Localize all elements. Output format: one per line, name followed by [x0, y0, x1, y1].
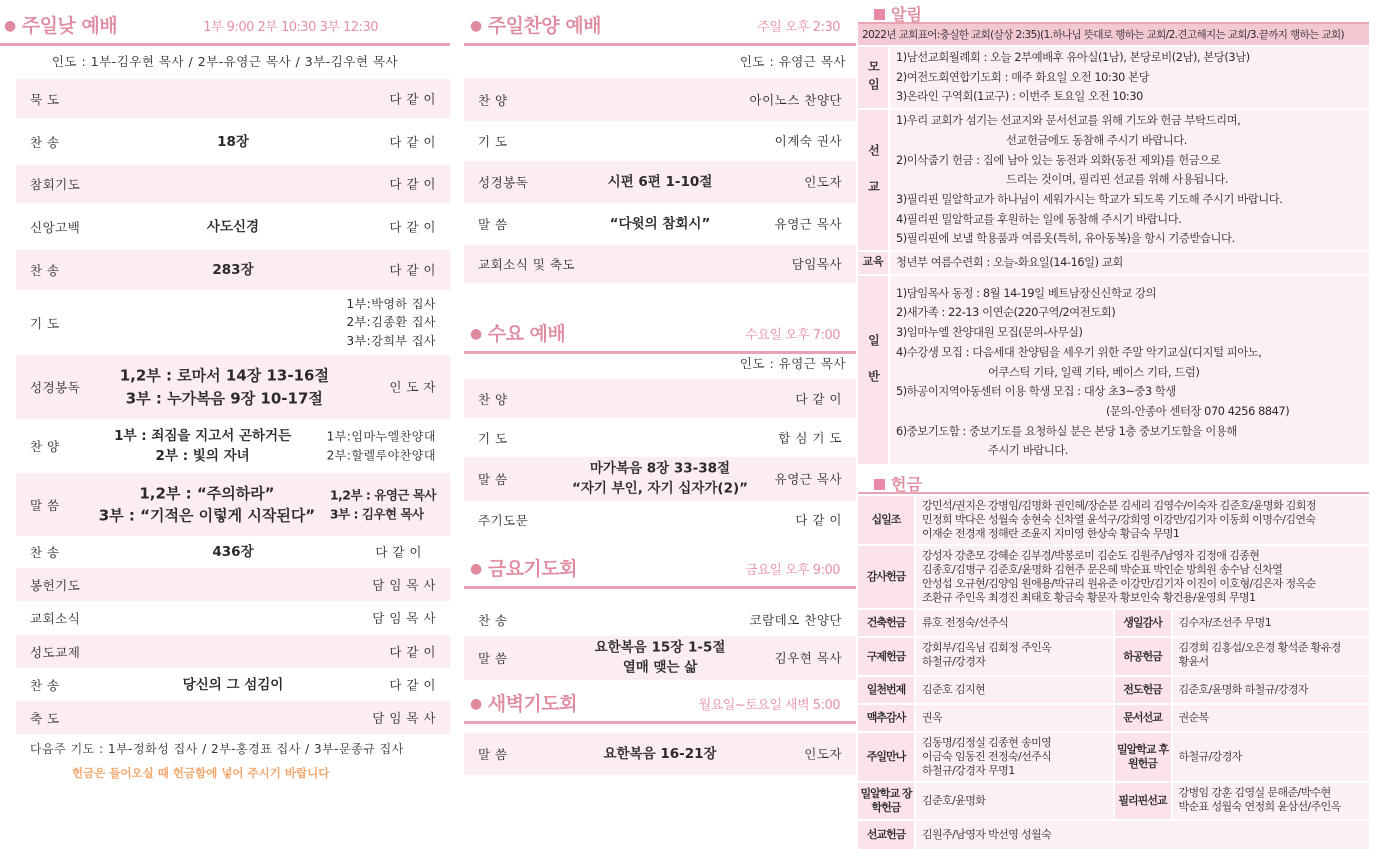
friday-prayer-header: ● 금요기도회 금요일 오후 9:00 [464, 539, 856, 589]
offerings-header: 헌금 [858, 470, 1369, 492]
offering-pair-row: 맥추감사 권옥 문서선교 권순복 [858, 705, 1369, 731]
order-row: 찬 송 코람데오 찬양단 [478, 611, 842, 628]
order-row: 교회소식 및 축도 담임목사 [464, 245, 856, 283]
offering-tithe: 십일조 강민석/권지은 강병임/김명화 권인혜/장순분 김세리 김영수/이숙자 김준호/윤명화 김회정 민정희 박다은 성월숙 송현숙 신차열 윤석구/강희영 이강만/김기자 이동희 이명수/김연숙 이재순 전경재 정해란 조윤지 지미영 한상숙 황금숙 무명1 [858, 496, 1369, 544]
order-row: 말 씀 “다윗의 참회시” 유영근 목사 [478, 215, 842, 232]
bullet-icon: ● [470, 696, 482, 712]
square-bullet-icon [874, 9, 885, 20]
order-row: 성경봉독 시편 6편 1-10절 인도자 [464, 161, 856, 203]
order-row: 신앙고백 사도신경 다 같 이 [30, 218, 436, 235]
offering-pair-row: 건축헌금 류호 전정숙/선주식 생일감사 김수자/조선주 무명1 [858, 610, 1369, 636]
dawn-prayer-header: ● 새벽기도회 월요일~토요일 새벽 5:00 [464, 680, 856, 724]
bullet-icon: ● [4, 18, 16, 34]
order-row: 기 도 이계숙 권사 [478, 133, 842, 149]
offering-mission: 선교헌금 김원주/남영자 박선영 성월숙 [858, 821, 1369, 849]
sunday-service-time: 1부 9:00 2부 10:30 3부 12:30 [203, 20, 378, 35]
notice-group-education: 교육 청년부 여름수련회 : 오늘-화요일(14-16일) 교회 [858, 252, 1369, 274]
notice-group-mission: 선교 1)우리 교회가 섬기는 선교지와 문서선교를 위해 기도와 헌금 부탁드리며, 선교헌금에도 동참해 주시기 바랍니다. 2)이삭줍기 헌금 : 집에 남아 있는 동전과 외화(동전 제외)를 헌금으로 드리는 것이며, 필리핀 선교를 위해 사용됩니다. 3)필리핀 밀알학교가 하나님이 세워가시는 학교가 되도록 기도해 주시기 바랍니다. 4)필리핀 밀알학교를 후원하는 일에 동참해 주시기 바랍니다. 5)필리핀에 보낼 학용품과 여름옷(특히, 유아동복)을 항시 기증받습니다. [858, 110, 1369, 250]
sunday-service-title: 주일낮 예배 [21, 15, 118, 37]
offering-pair-row: 주일만나 김동명/김정실 김종현 송미영 이금숙 임동진 전정숙/선주식 하철규/강경자 무명1 밀알학교 후원헌금 하철규/강경자 [858, 733, 1369, 781]
order-row: 말 씀 1,2부 : “주의하라” 3부 : “기적은 이렇게 시작된다” 1,2부 : 유영근 목사 3부 : 김우현 목사 [16, 473, 450, 536]
notice-group-general: 일반 1)담임목사 동정 : 8월 14-19일 베트남장신신학교 강의 2)새가족 : 22-13 이연순(220구역/2여전도회) 3)임마누엘 찬양대원 모집(문의-사무실) 4)수강생 모집 : 다음세대 찬양팀을 세우기 위한 주말 악기교실(디지털 피아노, 어쿠스틱 기타, 일렉 기타, 베이스 기타, 드럼) 5)하공이지역아동센터 이용 학생 모집 : 대상 초3~중3 학생 (문의-안종아 센터장 070 4256 8847) 6)중보기도함 : 중보기도를 요청하실 분은 본당 1층 중보기도함을 이용해 주시기 바랍니다. [858, 276, 1369, 464]
announcements-column [858, 0, 1369, 849]
order-row: 찬 양 다 같 이 [464, 379, 856, 418]
order-row: 말 씀 요한복음 15장 1-5절 열매 맺는 삶 김우현 목사 [464, 636, 856, 680]
sunday-service-column [0, 0, 450, 781]
announcements-header: 알림 [858, 0, 1369, 22]
square-bullet-icon [874, 479, 885, 490]
offering-pair-row: 일천번제 김준호 김지현 전도헌금 김준호/윤명화 하철규/강경자 [858, 677, 1369, 703]
next-week-prayer: 다음주 기도 : 1부-정화성 집사 / 2부-홍경표 집사 / 3부-문종규 집사 [30, 742, 404, 756]
offering-pair-row: 밀알학교 장학헌금 김준호/윤명화 필리핀선교 강병임 강훈 김영실 문해준/박수현 박순표 성월숙 연정희 윤삼선/주인옥 [858, 783, 1369, 819]
order-row: 기 도 1부:박영하 집사 2부:김종환 집사 3부:강희부 집사 [30, 296, 436, 348]
offering-pair-row: 구제헌금 강회부/김옥님 김회정 주인옥 하철규/강경자 하공헌금 김경희 김홍섭/오은경 황석준 황유경 황윤서 [858, 638, 1369, 675]
bullet-icon: ● [470, 18, 482, 34]
order-row: 말 씀 마가복음 8장 33-38절 “자기 부인, 자기 십자가(2)” 유영근 목사 [464, 457, 856, 501]
offering-thanks: 감사헌금 강성자 강춘모 강혜순 김부경/박봉로미 김순도 김원주/남영자 김정애 김종현 김종호/김병구 김준호/윤명화 김현주 문은혜 박순표 박인순 방희원 송수남 신차열 안성섭 오규현/김양임 원애용/박규리 원유준 이강만/김기자 이진이 이호형/김은자 정옥순 조환규 주인옥 최경진 최태호 황금숙 황문자 황보인숙 황건용/윤영희 무명1 [858, 546, 1369, 608]
order-row: 참회기도 다 같 이 [16, 165, 450, 203]
order-row: 기 도 합 심 기 도 [478, 429, 842, 446]
order-row: 교회소식 담 임 목 사 [30, 610, 436, 626]
order-row: 묵 도 다 같 이 [16, 79, 450, 118]
praise-service-header: ● 주일찬양 예배 주일 오후 2:30 [464, 0, 856, 46]
order-row: 봉헌기도 담 임 목 사 [16, 568, 450, 601]
evening-services-column: ● 주일찬양 예배 주일 오후 2:30 인도 : 유영근 목사 찬 양 아이노스 찬양단 기 도 이계숙 권사 성경봉독 시편 6편 1-10절 인도자 말 씀 “다윗의 참회시” 유영근 목사 교회소식 및 축도 담임목사 ● 수요 예배 수요일 오후 7:00 인도 : 유영근 목사 찬 양 다 같 이 기 도 합 심 기 도 말 씀 마가복음 8장 33-38절 “자기 부인, 자기 십자가(2)” 유영근 목사 주기도문 다 같 이 ● 금요기도회 금요일 오후 9:00 찬 송 코람데오 찬양단 말 씀 요한복음 15장 1-5절 열매 맺는 삶 김우현 목사 ● 새벽기도회 월요일~토요일 새벽 5:00 말 씀 요한복음 16-21장 인도자 [464, 0, 856, 775]
order-row: 찬 송 18장 다 같 이 [30, 133, 436, 150]
notice-group-meetings: 모임 1)남선교회월례회 : 오늘 2부예배후 유아실(1남), 본당로비(2남), 본당(3남) 2)여전도회연합기도회 : 매주 화요일 오전 10:30 본당 3)온라인 구역회(1교구) : 이번주 토요일 오전 10:30 [858, 47, 1369, 108]
sunday-leader: 인도 : 1부-김우현 목사 / 2부-유영근 목사 / 3부-김우현 목사 [51, 54, 399, 69]
offering-notice: 헌금은 들어오실 때 헌금함에 넣어 주시기 바랍니다 [72, 766, 330, 780]
order-row: 말 씀 요한복음 16-21장 인도자 [464, 733, 856, 775]
bullet-icon: ● [470, 561, 482, 577]
order-row: 찬 송 당신의 그 섬김이 다 같 이 [30, 676, 436, 693]
order-row: 축 도 담 임 목 사 [16, 701, 450, 734]
order-row: 찬 송 436장 다 같 이 [30, 543, 422, 560]
sunday-service-header [0, 0, 450, 46]
order-row: 성경봉독 1,2부 : 로마서 14장 13-16절 3부 : 누가복음 9장 10-17절 인 도 자 [16, 355, 450, 419]
church-motto: 2022년 교회표어:충실한 교회(살상 2:35)(1.하나님 뜻대로 행하는 교회/2.견고해지는 교회/3.끝까지 행하는 교회) [858, 24, 1369, 45]
bullet-icon: ● [470, 326, 482, 342]
order-row: 성도교제 다 같 이 [16, 635, 450, 668]
order-row: 찬 양 1부 : 죄짐을 지고서 곤하거든 2부 : 빛의 자녀 1부:임마누엘찬양대 2부:할렐루야찬양대 [30, 427, 436, 464]
wednesday-service-header: ● 수요 예배 수요일 오후 7:00 [464, 292, 856, 354]
order-row: 찬 송 283장 다 같 이 [16, 250, 450, 290]
order-row: 주기도문 다 같 이 [478, 512, 842, 528]
order-row: 찬 양 아이노스 찬양단 [464, 78, 856, 121]
